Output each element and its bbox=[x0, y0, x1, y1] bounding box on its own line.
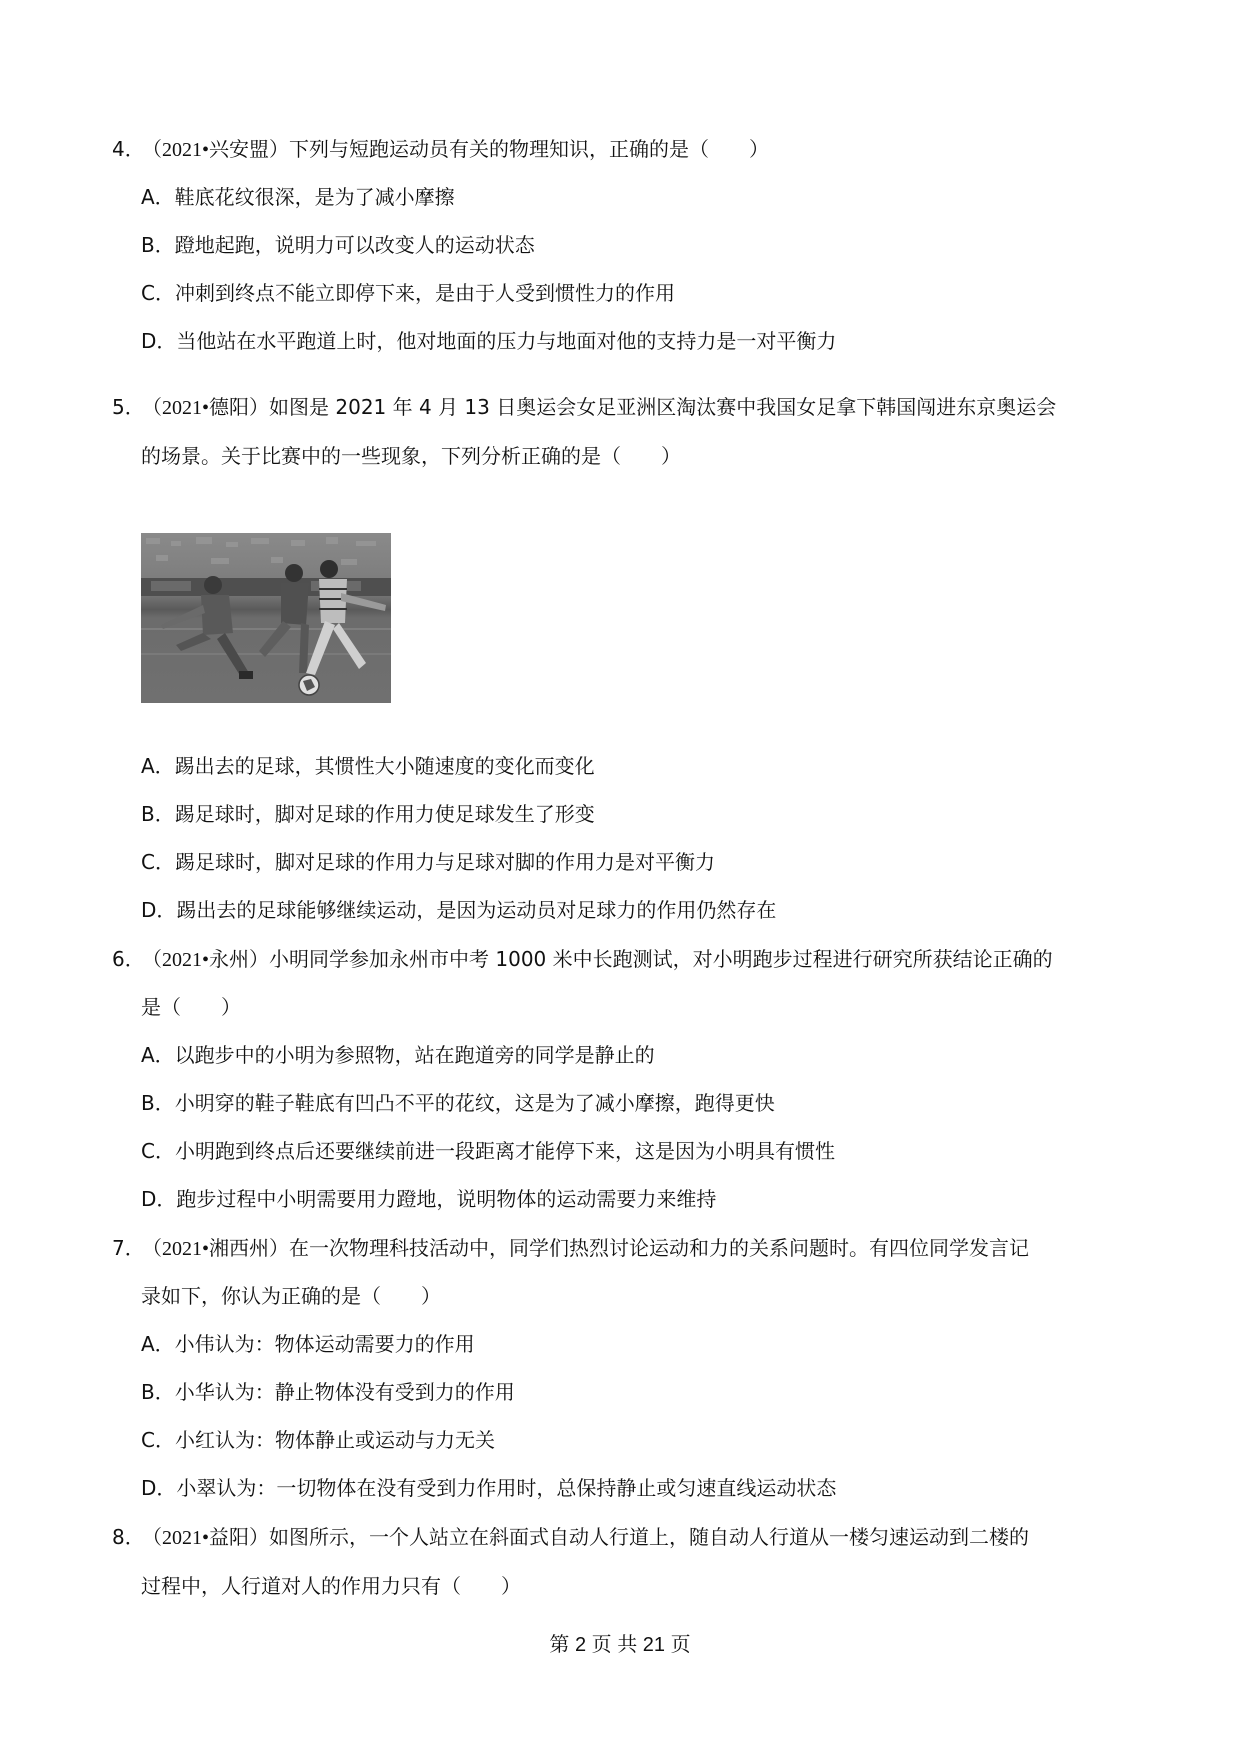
question-6-option-d: D．跑步过程中小明需要用力蹬地，说明物体的运动需要力来维持 bbox=[141, 1187, 717, 1211]
page-number-footer: 第 2 页 共 21 页 bbox=[549, 1634, 691, 1656]
question-source: （2021•益阳） bbox=[142, 1527, 270, 1549]
question-source: （2021•兴安盟） bbox=[142, 139, 290, 161]
question-5-option-d: D．踢出去的足球能够继续运动，是因为运动员对足球力的作用仍然存在 bbox=[141, 898, 777, 922]
question-8-stem bbox=[112, 1523, 1029, 1552]
question-text: 如图是 2021 年 4 月 13 日奥运会女足亚洲区淘汰赛中我国女足拿下韩国闯进东京奥运会 bbox=[269, 395, 1057, 419]
question-number: 5． bbox=[112, 395, 145, 419]
question-7-option-a: A．小伟认为：物体运动需要力的作用 bbox=[141, 1332, 475, 1356]
question-5-stem bbox=[112, 393, 1056, 422]
question-7-option-d: D．小翠认为：一切物体在没有受到力作用时，总保持静止或匀速直线运动状态 bbox=[141, 1476, 837, 1500]
question-6-option-b: B．小明穿的鞋子鞋底有凹凸不平的花纹，这是为了减小摩擦，跑得更快 bbox=[141, 1091, 775, 1115]
question-7-stem-continued: 录如下，你认为正确的是（ ） bbox=[141, 1284, 441, 1308]
question-text: 如图所示，一个人站立在斜面式自动人行道上，随自动人行道从一楼匀速运动到二楼的 bbox=[269, 1525, 1030, 1549]
photo-illustration bbox=[141, 533, 391, 703]
question-number: 7． bbox=[112, 1236, 145, 1260]
question-number: 8． bbox=[112, 1525, 145, 1549]
question-source: （2021•德阳） bbox=[142, 397, 270, 419]
question-6-stem-continued: 是（ ） bbox=[141, 995, 241, 1019]
question-5-option-b: B．踢足球时，脚对足球的作用力使足球发生了形变 bbox=[141, 802, 595, 826]
question-7-option-b: B．小华认为：静止物体没有受到力的作用 bbox=[141, 1380, 515, 1404]
question-source: （2021•永州） bbox=[142, 949, 270, 971]
question-8-stem-continued: 过程中，人行道对人的作用力只有（ ） bbox=[141, 1574, 521, 1598]
question-6-stem bbox=[112, 945, 1053, 974]
question-number: 6． bbox=[112, 947, 145, 971]
question-5-stem-continued: 的场景。关于比赛中的一些现象，下列分析正确的是（ ） bbox=[141, 444, 681, 468]
question-7-stem bbox=[112, 1234, 1029, 1263]
question-text: 下列与短跑运动员有关的物理知识，正确的是（ ） bbox=[289, 137, 770, 161]
question-7-option-c: C．小红认为：物体静止或运动与力无关 bbox=[141, 1428, 495, 1452]
question-6-option-c: C．小明跑到终点后还要继续前进一段距离才能停下来，这是因为小明具有惯性 bbox=[141, 1139, 835, 1163]
question-text: 在一次物理科技活动中，同学们热烈讨论运动和力的关系问题时。有四位同学发言记 bbox=[289, 1236, 1030, 1260]
question-text: 小明同学参加永州市中考 1000 米中长跑测试，对小明跑步过程进行研究所获结论正确的 bbox=[269, 947, 1053, 971]
question-4-option-a: A．鞋底花纹很深，是为了减小摩擦 bbox=[141, 185, 455, 209]
question-4-option-b: B．蹬地起跑，说明力可以改变人的运动状态 bbox=[141, 233, 535, 257]
question-4-option-c: C．冲刺到终点不能立即停下来，是由于人受到惯性力的作用 bbox=[141, 281, 675, 305]
question-source: （2021•湘西州） bbox=[142, 1238, 290, 1260]
question-6-option-a: A．以跑步中的小明为参照物，站在跑道旁的同学是静止的 bbox=[141, 1043, 655, 1067]
soccer-match-photo bbox=[141, 533, 391, 703]
question-number: 4． bbox=[112, 137, 145, 161]
question-4-stem bbox=[112, 135, 769, 164]
question-5-option-a: A．踢出去的足球，其惯性大小随速度的变化而变化 bbox=[141, 754, 595, 778]
question-4-option-d: D．当他站在水平跑道上时，他对地面的压力与地面对他的支持力是一对平衡力 bbox=[141, 329, 837, 353]
question-5-option-c: C．踢足球时，脚对足球的作用力与足球对脚的作用力是对平衡力 bbox=[141, 850, 715, 874]
